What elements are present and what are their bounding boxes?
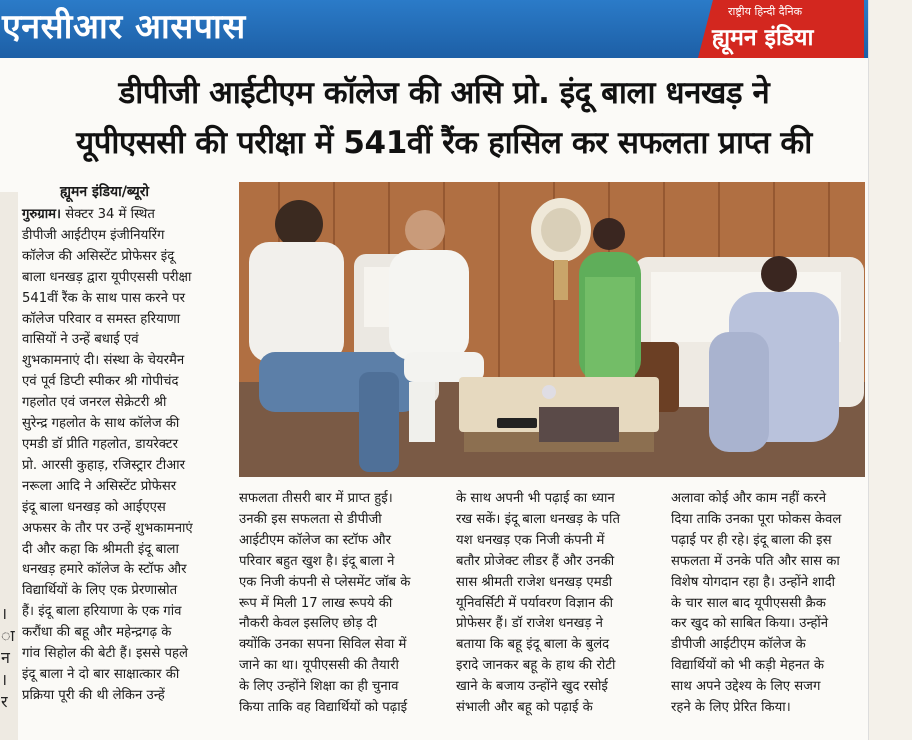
strip-fragment: न xyxy=(1,648,10,667)
article-line: गहलोत एवं जनरल सेक्रेटरी श्री xyxy=(22,395,167,411)
article-line: यश धनखड़ एक निजी कंपनी में xyxy=(456,532,605,548)
article-line: डीपीजी आईटीएम इंजीनियरिंग xyxy=(22,227,165,243)
article-column-3 xyxy=(456,489,659,719)
article-line: इंदू बाला ने दो बार साक्षात्कार की xyxy=(22,666,180,682)
article-line: वासियों ने उन्हें बधाई एवं xyxy=(22,332,139,348)
article-line: डीपीजी आईटीएम कॉलेज के xyxy=(671,637,806,653)
article-line: के साथ अपनी भी पढ़ाई का ध्यान xyxy=(456,491,615,506)
article-column-4 xyxy=(671,489,867,719)
article-line: उनकी इस सफलता से डीपीजी xyxy=(239,511,382,527)
article-line: विद्यार्थियों के लिए एक प्रेरणास्रोत xyxy=(22,583,178,599)
article-line: रहने के लिए प्रेरित किया। xyxy=(671,700,791,716)
article-line: एमडी डॉ प्रीति गहलोत, डायरेक्टर xyxy=(22,436,178,452)
article-line: प्रक्रिया पूरी की थी लेकिन उन्हें xyxy=(22,687,165,703)
brand-tagline: राष्ट्रीय हिन्दी दैनिक xyxy=(728,5,803,18)
article-line: करौंधा की बहू और महेन्द्रगढ़ के xyxy=(22,625,172,641)
headline-line-2: यूपीएससी की परीक्षा में 541वीं रैंक हासिल कर सफलता प्राप्त की xyxy=(76,125,812,161)
article-line: कॉलेज परिवार व समस्त हरियाणा xyxy=(22,311,181,327)
article-line: प्रो. आरसी कुहाड़, रजिस्ट्रार टीआर xyxy=(22,457,185,473)
article-photo xyxy=(239,182,865,477)
brand-name: ह्यूमन इंडिया xyxy=(712,25,814,51)
article-line: सफलता तीसरी बार में प्राप्त हुई। xyxy=(239,491,393,506)
article-line: इंदू बाला धनखड़ को आईएएस xyxy=(22,499,166,515)
article-line: खाने के बजाय उन्होंने खुद रसोई xyxy=(456,679,608,695)
article-line: इरादे जानकर बहू के हाथ की रोटी xyxy=(456,658,616,674)
article-line: किया ताकि वह विद्यार्थियों को पढ़ाई xyxy=(239,700,408,716)
article-line: बतौर प्रोजेक्ट लीडर हैं और उनकी xyxy=(456,553,615,569)
article-line: नरूला आदि ने असिस्टेंट प्रोफेसर xyxy=(22,478,177,494)
strip-fragment: । xyxy=(1,670,8,689)
article-line: बताया कि बहू इंदू बाला के बुलंद xyxy=(456,637,610,653)
article-column-2 xyxy=(239,489,442,719)
article-line: कॉलेज की असिस्टेंट प्रोफेसर इंदू xyxy=(22,248,175,264)
article-line: हैं। इंदू बाला हरियाणा के एक गांव xyxy=(22,604,182,620)
article-line: के चार साल बाद यूपीएससी क्रैक xyxy=(671,595,826,611)
headline-line-1: डीपीजी आईटीएम कॉलेज की असि प्रो. इंदू बाला धनखड़ ने xyxy=(118,75,770,111)
article-line: सुरेन्द्र गहलोत के साथ कॉलेज की xyxy=(22,416,180,432)
article-line: दी और कहा कि श्रीमती इंदू बाला xyxy=(22,541,179,557)
article-line: दिया ताकि उनका पूरा फोकस केवल xyxy=(671,511,842,527)
article-column-1 xyxy=(22,205,227,707)
dateline: गुरुग्राम। xyxy=(22,207,62,222)
article-line: संभाली और बहू को पढ़ाई के xyxy=(456,700,593,716)
byline: ह्यूमन इंडिया/ब्यूरो xyxy=(60,184,150,200)
section-title: एनसीआर आसपास xyxy=(2,7,246,47)
article-line: 541वीं रैंक के साथ पास करने पर xyxy=(22,290,186,306)
article-line: अलावा कोई और काम नहीं करने xyxy=(671,491,827,506)
article-line: एवं पूर्व डिप्टी स्पीकर श्री गोपीचंद xyxy=(22,374,179,390)
article-line: विद्यार्थियों को भी कड़ी मेहनत के xyxy=(671,658,825,674)
article-text: सेक्टर 34 में स्थित xyxy=(61,207,155,222)
article-line: यूनिवर्सिटी में पर्यावरण विज्ञान की xyxy=(456,595,614,611)
article-line: जाने का था। यूपीएससी की तैयारी xyxy=(239,658,399,674)
article-line: नौकरी केवल इसलिए छोड़ दी xyxy=(239,616,378,632)
article-line: सास श्रीमती राजेश धनखड़ एमडी xyxy=(456,574,613,590)
article-line: एक निजी कंपनी से प्लेसमेंट जॉब के xyxy=(239,574,411,590)
strip-fragment: ा xyxy=(1,626,15,645)
article-line: शुभकामनाएं दी। संस्था के चेयरमैन xyxy=(22,353,185,369)
article-line: रख सकें। इंदू बाला धनखड़ के पति xyxy=(456,511,620,527)
article-line: क्योंकि उनका सपना सिविल सेवा में xyxy=(239,637,407,653)
article-line: के लिए उन्होंने शिक्षा का ही चुनाव xyxy=(239,679,399,695)
article-line: रूप में मिली 17 लाख रूपये की xyxy=(239,595,393,611)
article-line: परिवार बहुत खुश है। इंदू बाला ने xyxy=(239,553,395,569)
article-line: साथ अपने उद्देश्य के लिए सजग xyxy=(671,679,821,695)
article-line: कर खुद को साबित किया। उन्होंने xyxy=(671,616,829,632)
article-line: धनखड़ हमारे कॉलेज के स्टॉफ और xyxy=(22,562,187,578)
strip-fragment: । xyxy=(1,604,8,623)
strip-fragment: र xyxy=(1,692,8,711)
article-line: बाला धनखड़ द्वारा यूपीएससी परीक्षा xyxy=(22,269,192,285)
article-line: प्रोफेसर हैं। डॉ राजेश धनखड़ ने xyxy=(456,616,603,632)
adjacent-column-strip xyxy=(0,192,18,740)
article-line: अफसर के तौर पर उन्हें शुभकामनाएं xyxy=(22,520,193,536)
article-line: आईटीएम कॉलेज का स्टॉफ और xyxy=(239,532,392,548)
article-line: विशेष योगदान रहा है। उन्होंने शादी xyxy=(671,574,836,590)
article-line: गांव सिहोल की बेटी हैं। इससे पहले xyxy=(22,646,188,662)
article-line xyxy=(22,205,227,226)
article-line: सफलता में उनके पति और सास का xyxy=(671,553,840,569)
article-line: पढ़ाई पर ही रहे। इंदू बाला की इस xyxy=(671,532,832,548)
